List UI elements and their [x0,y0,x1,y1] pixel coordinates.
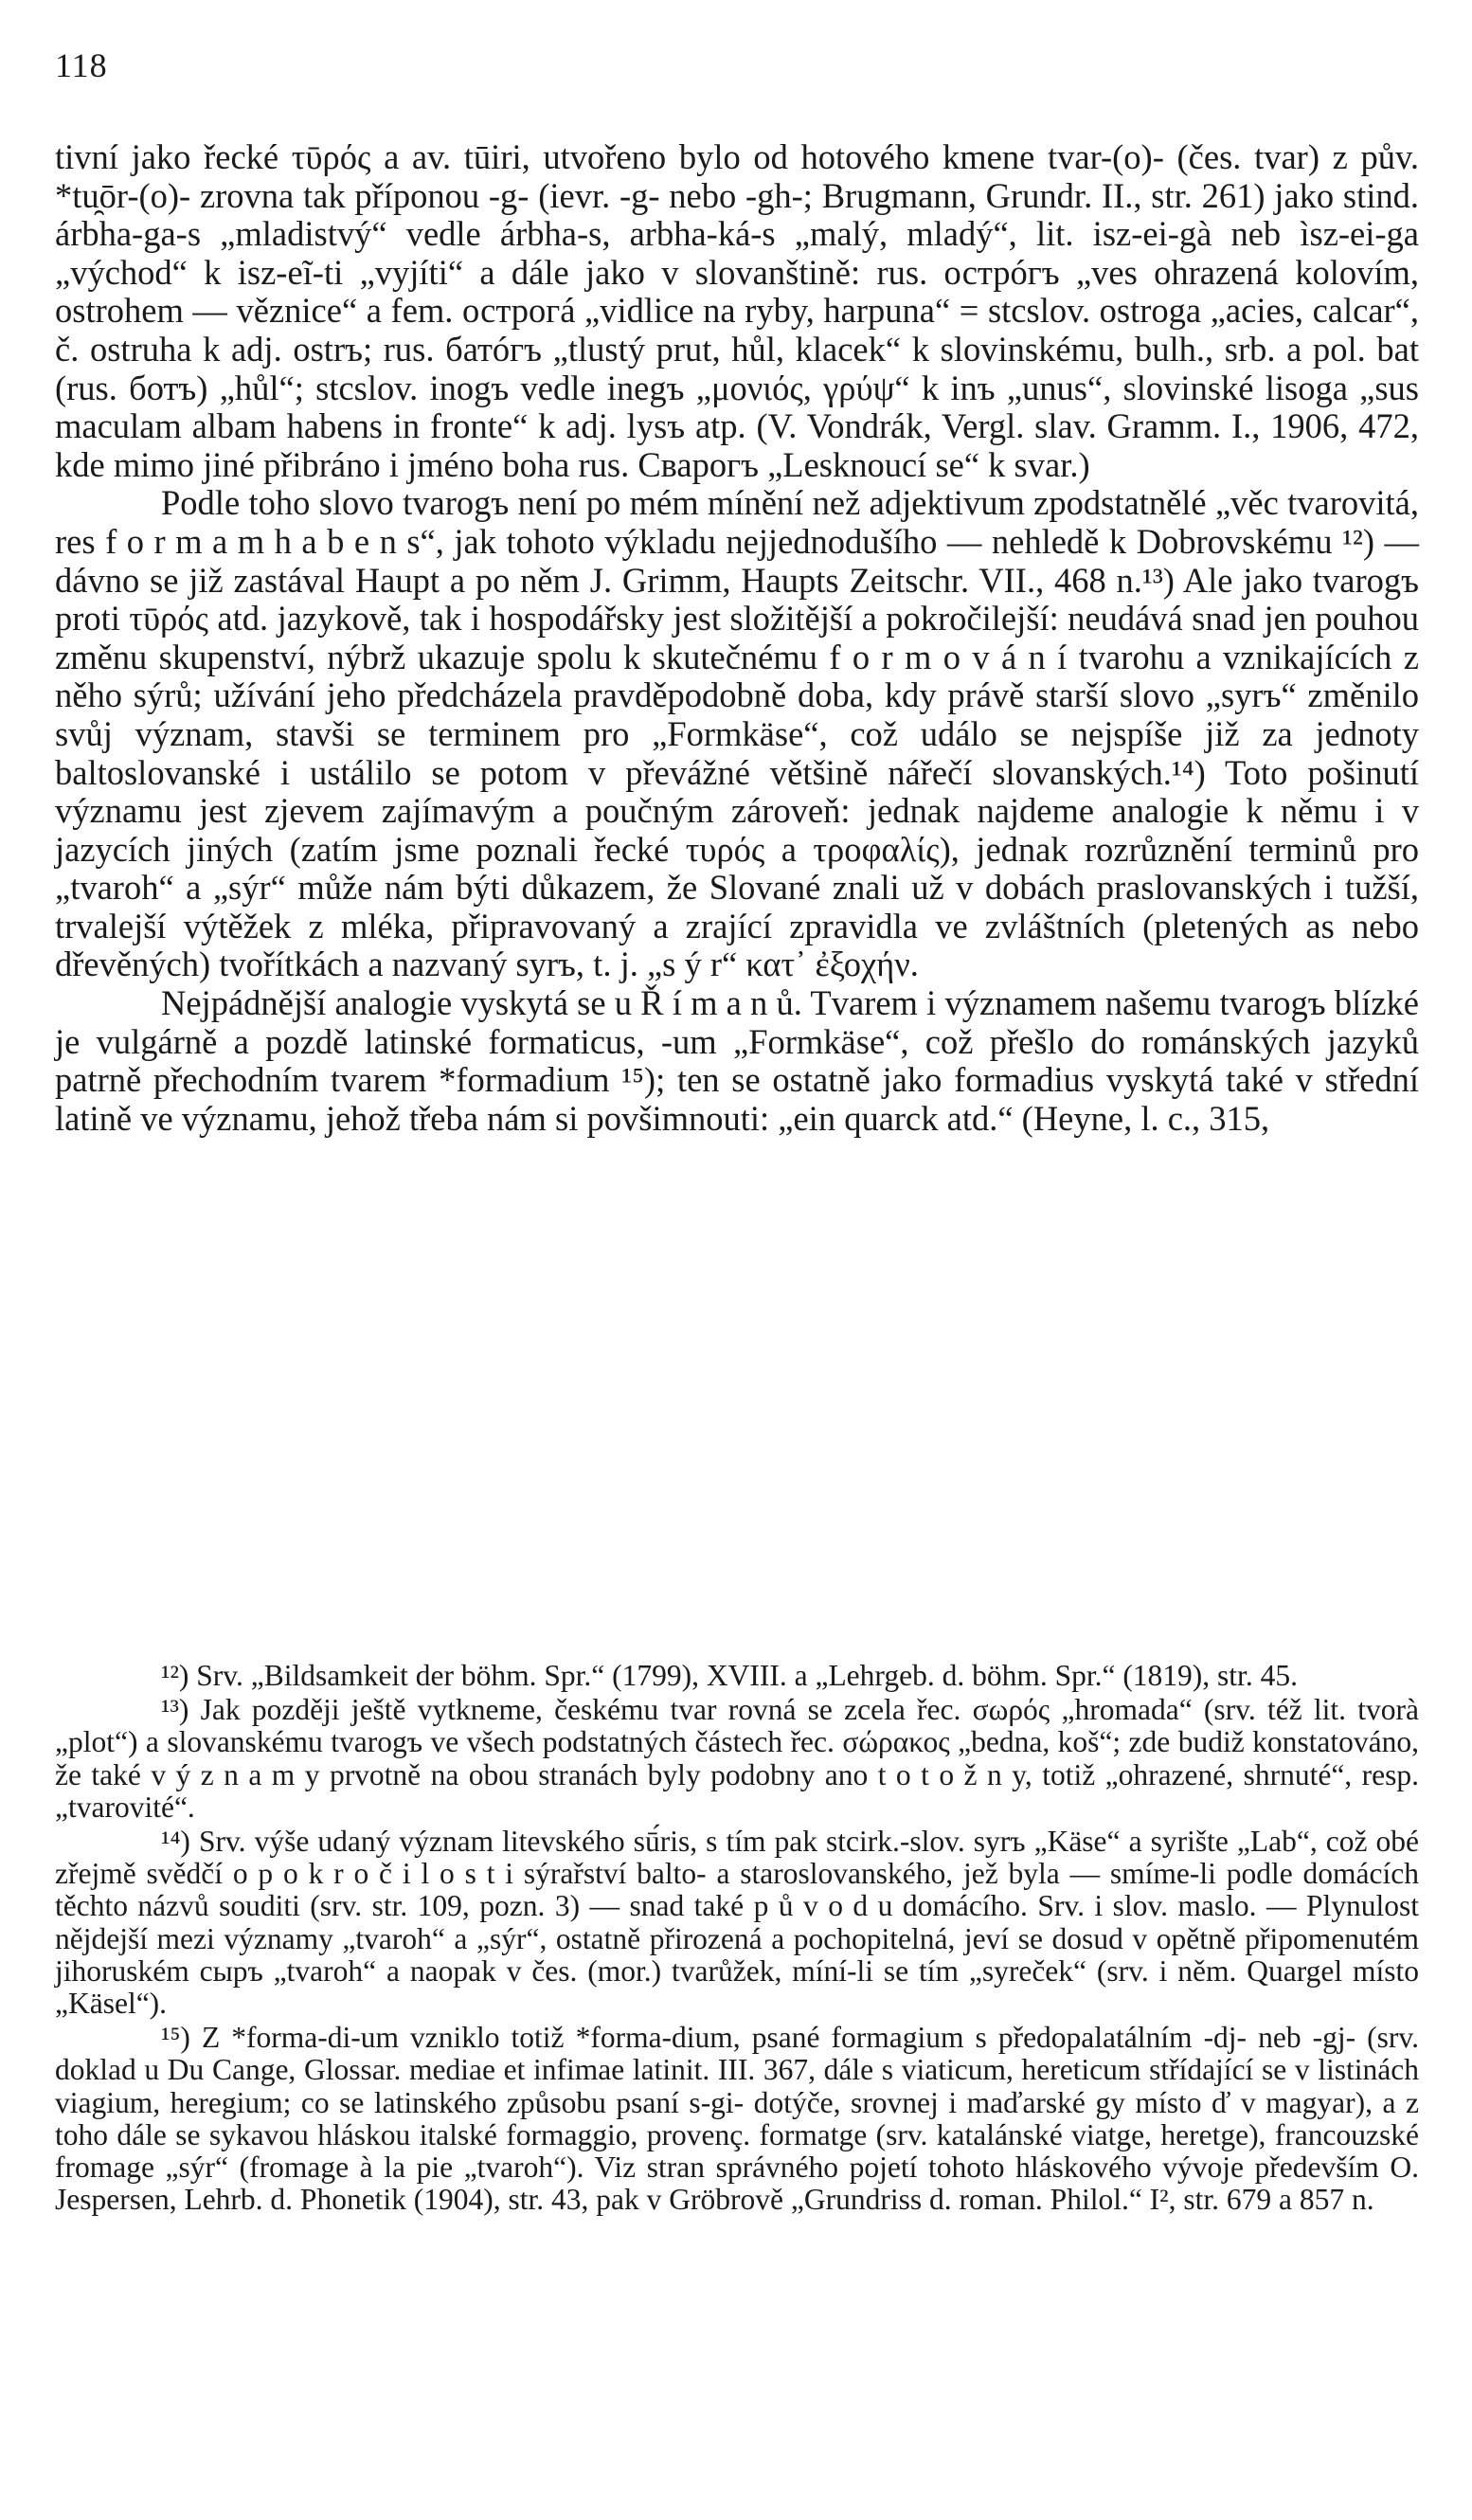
footnote-14: ¹⁴) Srv. výše udaný význam litevského sū́ris, s tím pak stcirk.-slov. syrъ „Käse“ a syrište „Lab“, což obé zřejmě svědčí o p o k r o č i l o s t i sýrařství balto- a staroslovanského, jež byla — smíme-li podle domácích těchto názvů souditi (srv. str. 109, pozn. 3) — snad také p ů v o d u domácího. Srv. i slov. maslo. — Plynulost nějdejší mezi významy „tvaroh“ a „sýr“, ostatně přirozená a pochopitelná, jeví se dosud v opětně připomenutém jihoruském сыръ „tvaroh“ a naopak v čes. (mor.) tvarůžek, míní-li se tím „syreček“ (srv. i něm. Quargel místo „Käsel“). [55,1825,1419,2021]
footnote-12: ¹²) Srv. „Bildsamkeit der böhm. Spr.“ (1799), XVIII. a „Lehrgeb. d. böhm. Spr.“ (1819), str. 45. [161,1659,1298,1692]
page-number: 118 [55,46,108,84]
paragraph-2: Podle toho slovo tvarogъ není po mém mínění než adjektivum zpodstatnělé „věc tvarovitá, res f o r m a m h a b e n s“, jak tohoto výkladu nejjednodušího — nehledě k Dobrovskému ¹²) — dávno se již zastával Haupt a po něm J. Grimm, Haupts Zeitschr. VII., 468 n.¹³) Ale jako tvarogъ proti τῡρός atd. jazykově, tak i hospodářsky jest složitější a pokročilejší: neudává snad jen pouhou změnu skupenství, nýbrž ukazuje spolu k skutečnému f o r m o v á n í tvarohu a vznikajících z něho sýrů; užívání jeho předcházela pravděpodobně doba, kdy právě starší slovo „syrъ“ změnilo svůj význam, stavši se terminem pro „Formkäse“, což událo se nejspíše již za jednoty baltoslovanské i ustálilo se potom v převážné většině nářečí slovanských.¹⁴) Toto pošinutí významu jest zjevem zajímavým a poučným zároveň: jednak najdeme analogie k němu i v jazycích jiných (zatím jsme poznali řecké τυρός a τροφαλίς), jednak rozrůznění terminů pro „tvaroh“ a „sýr“ může nám býti důkazem, že Slované znali už v dobách praslovanských i tužší, trvalejší výtěžek z mléka, připravovaný a zrající zpravidla ve zvláštních (pletených as nebo dřevěných) tvořítkách a nazvaný syrъ, t. j. „s ý r“ κατ᾿ ἐξοχήν. [55,483,1419,984]
footnote-15: ¹⁵) Z *forma-di-um vzniklo totiž *forma-dium, psané formagium s předopalatálním -dj- neb -gj- (srv. doklad u Du Cange, Glossar. mediae et infimae latinit. III. 367, dále s viaticum, hereticum střídající se v listinách viagium, heregium; co se latinského způsobu psaní s-gi- dotýče, srovnej i maďarské gy místo ď v magyar), a z toho dále se sykavou hláskou italské formaggio, provenç. formatge (srv. katalánské viatge, heretge), francouzské fromage „sýr“ (fromage à la pie „tvaroh“). Viz stran správného pojetí tohoto hláskového vývoje především O. Jespersen, Lehrb. d. Phonetik (1904), str. 43, pak v Gröbrově „Grundriss d. roman. Philol.“ I², str. 679 a 857 n. [55,2021,1419,2217]
paragraph-3: Nejpádnější analogie vyskytá se u Ř í m a n ů. Tvarem i významem našemu tvarogъ blízké je vulgárně a pozdě latinské formaticus, -um „Formkäse“, což přešlo do románských jazyků patrně přechodním tvarem *formadium ¹⁵); ten se ostatně jako formadius vyskytá také v střední latině ve významu, jehož třeba nám si povšimnouti: „ein quarck atd.“ (Heyne, l. c., 315, [55,983,1419,1138]
main-body-text [55,138,1419,1138]
paragraph-1: tivní jako řecké τῡρός a av. tūiri, utvořeno bylo od hotového kmene tvar-(o)- (čes. tvar) z pův. *tu̯ōr-(o)- zrovna tak příponou -g- (ievr. -g- nebo -gh-; Brugmann, Grundr. II., str. 261) jako stind. árbha-ga-s „mladistvý“ vedle árbha-s, arbha-ká-s „malý, mladý“, lit. isz-ei-gà neb ìsz-ei-ga „východ“ k isz-eĩ-ti „vyjíti“ a dále jako v slovanštině: rus. острóгъ „ves ohrazená kolovím, ostrohem — věznice“ a fem. острогá „vidlice na ryby, harpuna“ = stcslov. ostroga „acies, calcar“, č. ostruha k adj. ostrъ; rus. батóгъ „tlustý prut, hůl, klacek“ k slovinskému, bulh., srb. a pol. bat (rus. ботъ) „hůl“; stcslov. inogъ vedle inegъ „μονιός, γρύψ“ k inъ „unus“, slovinské lisoga „sus maculam albam habens in fronte“ k adj. lysъ atp. (V. Vondrák, Vergl. slav. Gramm. I., 1906, 472, kde mimo jiné přibráno i jméno boha rus. Сварогъ „Lesknoucí se“ k svar.) [55,137,1419,484]
footnotes [55,1660,1419,2218]
footnote-13: ¹³) Jak později ještě vytkneme, českému tvar rovná se zcela řec. σωρός „hromada“ (srv. též lit. tvorà „plot“) a slovanskému tvarogъ ve všech podstatných částech řec. σώρακος „bedna, koš“; zde budiž konstatováno, že také v ý z n a m y prvotně na obou stranách byly podobny ano t o t o ž n y, totiž „ohrazené, shrnuté“, resp. „tvarovité“. [55,1693,1419,1824]
